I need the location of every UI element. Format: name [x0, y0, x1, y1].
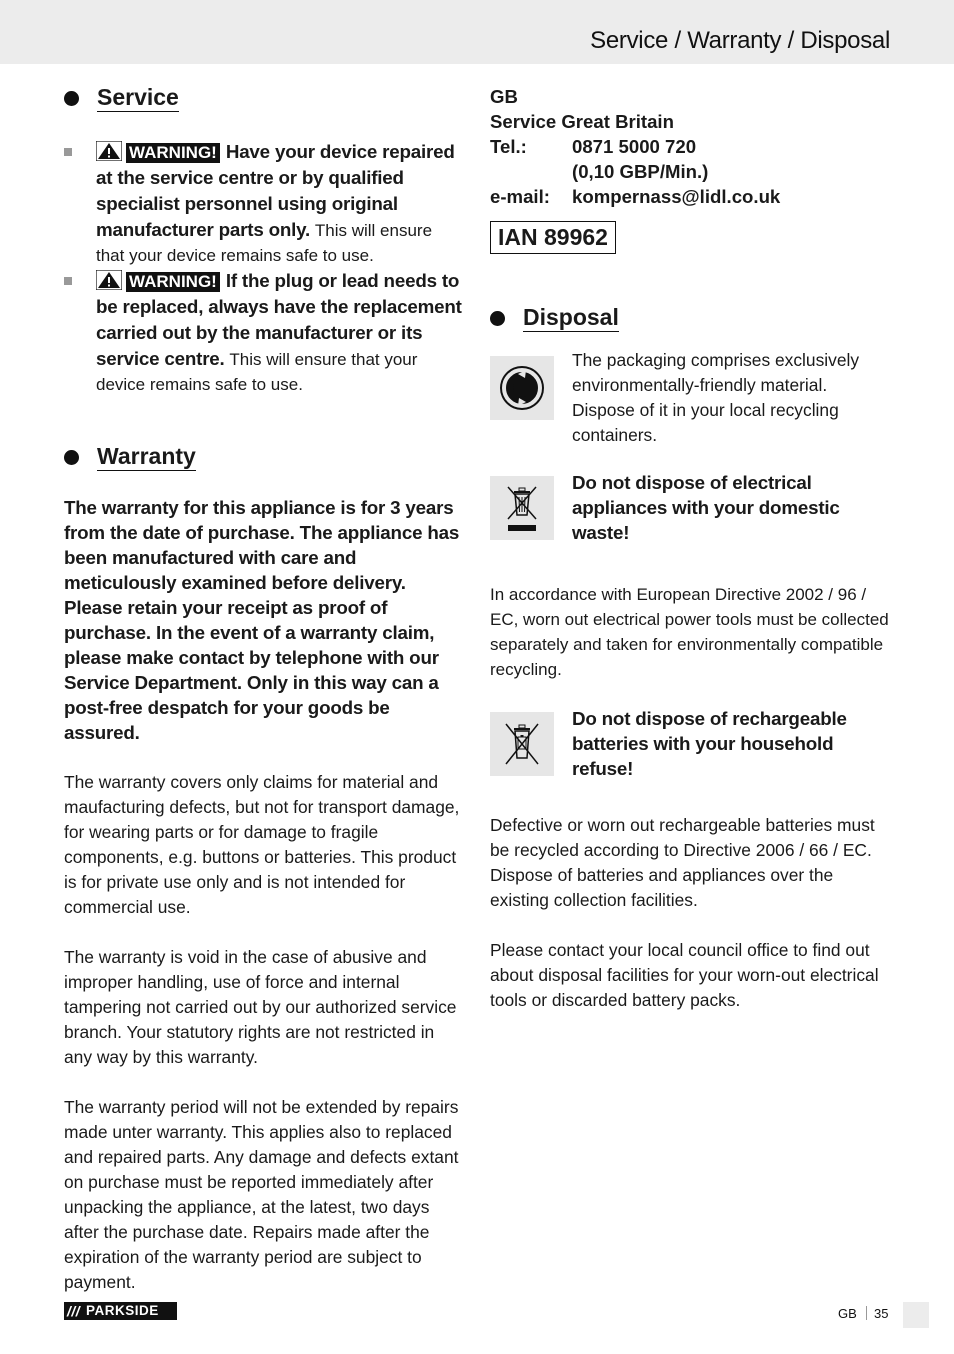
warning-label: WARNING! [126, 272, 220, 292]
logo-slashes: /// [67, 1303, 81, 1319]
parkside-logo [64, 1302, 177, 1320]
battery-text: Defective or worn out rechargeable batteries must be recycled according to Directive 2006 / 66 / EC. Dispose of batteries and appliances over the existing collection facilities. [490, 815, 875, 910]
service-title: Service [97, 84, 179, 110]
footer-lang: GB [838, 1306, 857, 1321]
logo-brand: PARKSIDE [86, 1303, 159, 1318]
council-text: Please contact your local council office to find out about disposal facilities for your worn-out electrical tools or discarded battery packs. [490, 940, 879, 1010]
battery-waste-row [490, 708, 890, 781]
section-bullet-icon [490, 311, 505, 326]
disposal-heading [490, 304, 890, 332]
list-square-icon [64, 277, 72, 285]
warranty-paragraph: The warranty covers only claims for material and maufacturing defects, but not for transport damage, for wearing parts or for damage to fragile components, e.g. buttons or batteries. This product is for private use only and is not intended for commercial use. [64, 772, 460, 917]
electrical-waste-row [490, 472, 890, 545]
service-heading [64, 84, 464, 112]
warranty-heading [64, 443, 464, 471]
footer-tab [903, 1302, 929, 1328]
service-warning-item [64, 139, 464, 268]
green-dot-recycling-icon [490, 356, 554, 420]
warning-triangle-icon [96, 270, 122, 290]
right-column [490, 84, 890, 1013]
warning-label: WARNING! [126, 143, 220, 163]
contact-country: GB [490, 86, 518, 107]
tel-value: 0871 5000 720 [572, 136, 697, 157]
warranty-paragraph: The warranty is void in the case of abusive and improper handling, use of force and internal tampering not carried out by our authorized service branch. Your statutory rights are not restricted in any way by this warranty. [64, 947, 457, 1067]
ian-number: IAN 89962 [490, 221, 616, 254]
directive-text: In accordance with European Directive 2002 / 96 / EC, worn out electrical power tools must be collected separately and taken for environmentally compatible recycling. [490, 585, 889, 679]
packaging-text: The packaging comprises exclusively environmentally-friendly material. Dispose of it in your local recycling containers. [572, 350, 860, 445]
warranty-title: Warranty [97, 443, 196, 469]
page-footer [838, 1306, 888, 1321]
crossed-battery-bin-icon [490, 712, 554, 776]
warranty-paragraph: The warranty period will not be extended by repairs made unter warranty. This applies also to replaced and repaired parts. Any damage and defects extant on purchase must be reported immediately after unpacking the appliance, at the latest, two days after the purchase date. Repairs made after the expiration of the warranty period are subject to payment. [64, 1097, 459, 1292]
electrical-warning: Do not dispose of electrical appliances with your domestic waste! [572, 472, 840, 543]
email-label: e-mail: [490, 186, 550, 207]
tel-rate: (0,10 GBP/Min.) [572, 161, 709, 182]
page-number: 35 [874, 1306, 889, 1321]
warning-bold-text: If the plug or lead needs to be replaced, always have the replacement carried out by the manufacturer or its service centre. [96, 270, 462, 369]
disposal-title: Disposal [523, 304, 619, 330]
section-bullet-icon [64, 450, 79, 465]
warranty-bold-paragraph: The warranty for this appliance is for 3 years from the date of purchase. The appliance has been manufactured with care and meticulously examined before delivery. Please retain your receipt as proof of purchase. In the event of a warranty claim, please make contact by telephone with our Service Department. Only in this way can a post-free despatch for your goods be assured. [64, 497, 460, 743]
email-value: kompernass@lidl.co.uk [572, 186, 781, 207]
list-square-icon [64, 148, 72, 156]
section-bullet-icon [64, 91, 79, 106]
battery-warning: Do not dispose of rechargeable batteries with your household refuse! [572, 708, 847, 779]
warning-bold-text: Have your device repaired at the service centre or by qualified specialist personnel using original manufacturer parts only. [96, 141, 455, 240]
left-column [64, 84, 464, 1295]
contact-name: Service Great Britain [490, 111, 674, 132]
packaging-row [490, 350, 890, 448]
crossed-bin-icon [490, 476, 554, 540]
tel-label: Tel.: [490, 136, 527, 157]
service-warning-item [64, 268, 464, 397]
page-title: Service / Warranty / Disposal [590, 27, 890, 54]
service-contact [490, 84, 890, 209]
warning-triangle-icon [96, 141, 122, 161]
warning-normal-text: This will ensure that your device remains safe to use. [96, 350, 418, 394]
warning-normal-text: This will ensure that your device remains safe to use. [96, 221, 433, 265]
page-header [0, 0, 954, 64]
